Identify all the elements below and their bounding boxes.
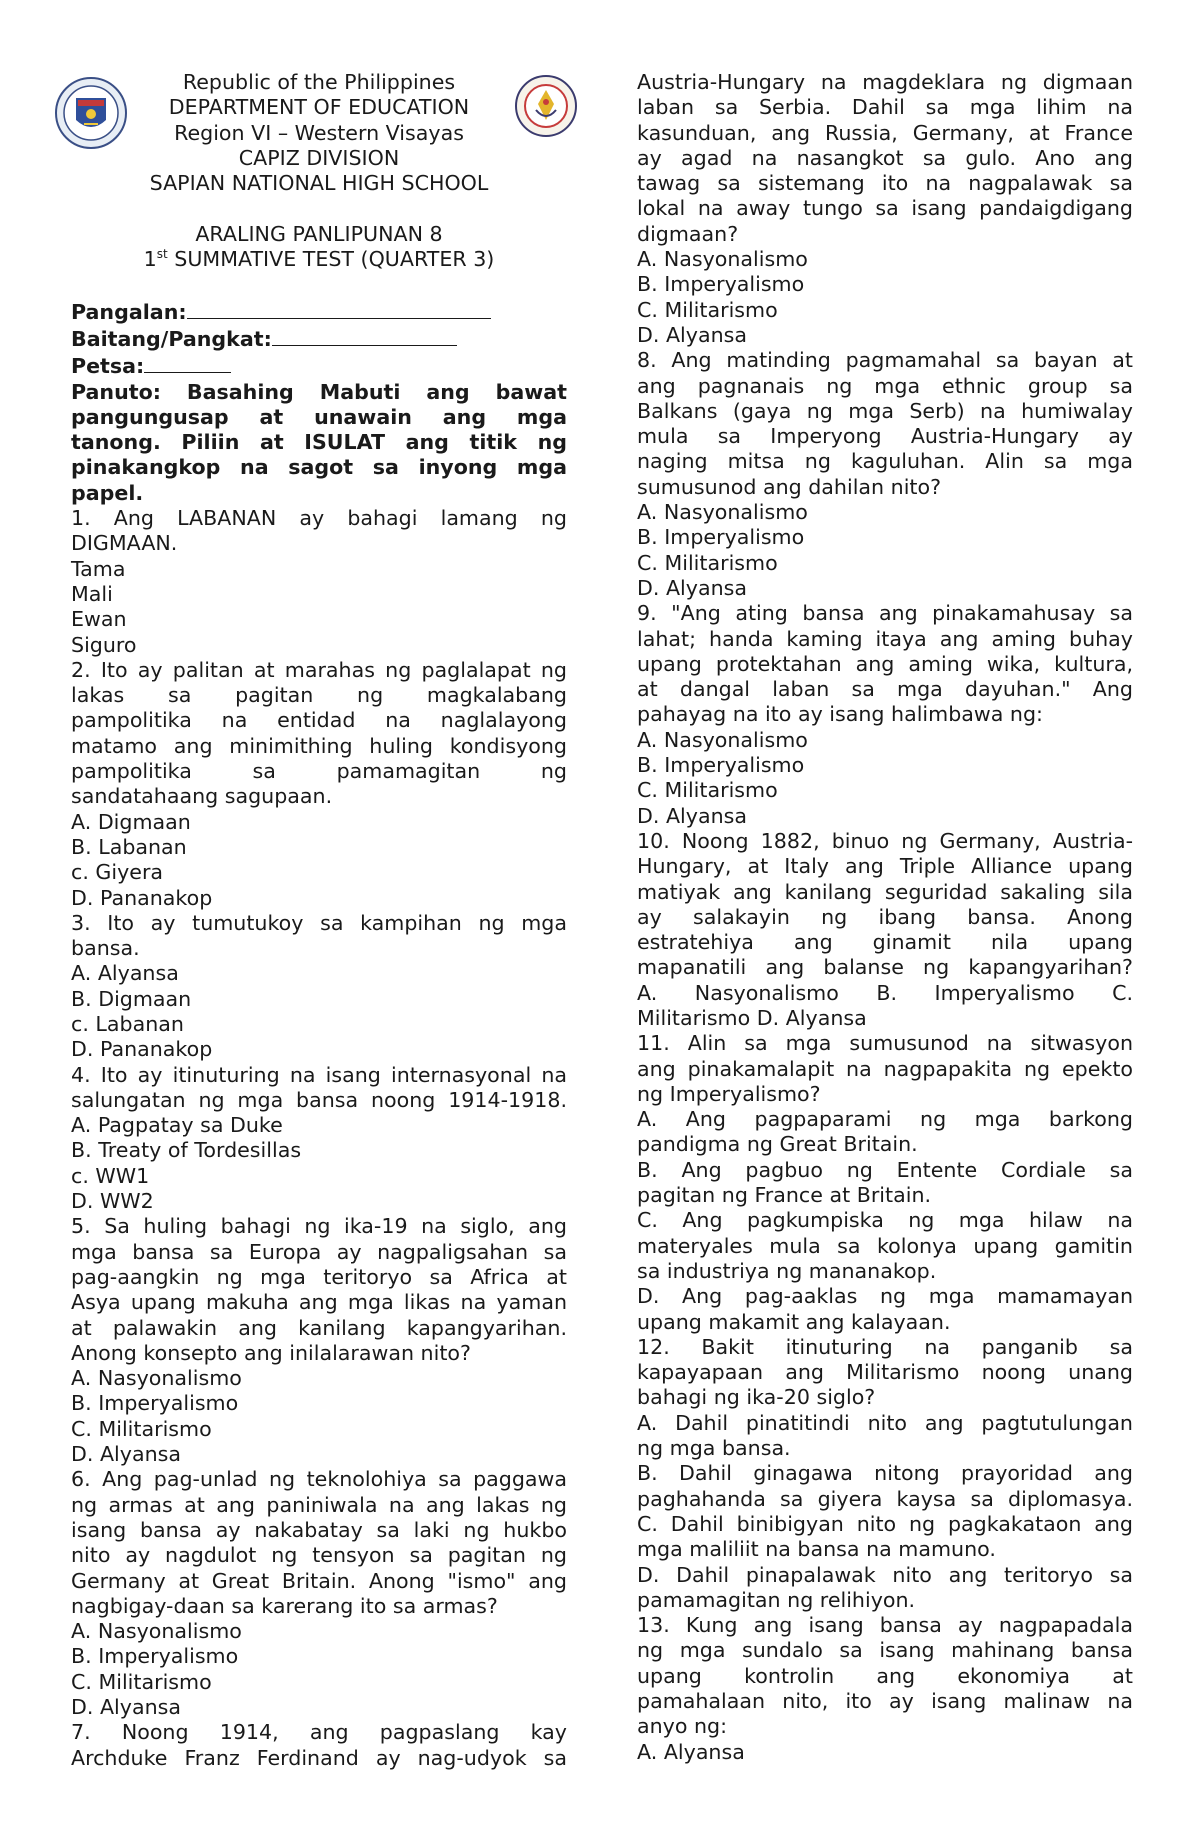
question-line: 8. Ang matinding pagmamahal sa bayan at [637,348,1133,373]
question-line: 7. Noong 1914, ang pagpaslang kay [71,1720,567,1745]
question-line: D. Alyansa [637,575,747,600]
question-line: sumusunod ang dahilan nito? [637,474,942,499]
right-question-list [637,70,1133,1765]
question-line: A. Alyansa [71,961,179,986]
question-line: 2. Ito ay palitan at marahas ng paglalapat ng [71,657,567,682]
question-line: at dangal laban sa mga dayuhan." Ang [637,677,1133,702]
question-line: D. Pananakop [71,885,213,910]
question-line: A. Nasyonalismo [71,1366,242,1391]
question-line: B. Ang pagbuo ng Entente Cordiale sa [637,1157,1133,1182]
question-line: D. Alyansa [637,803,747,828]
question-line: c. Giyera [71,860,164,885]
question-line: D. Alyansa [71,1442,181,1467]
date-field [71,352,567,379]
question-line: salungatan ng mga bansa noong 1914-1918. [71,1087,567,1112]
question-line: matamo ang minimithing huling kondisyong [71,733,567,758]
question-line: Hungary, at Italy ang Triple Alliance upang [637,854,1133,879]
question-line: A. Nasyonalismo B. Imperyalismo C. [637,980,1133,1005]
instructions [71,380,567,506]
question-line: pag-aangkin ng mga teritoryo sa Africa at [71,1264,567,1289]
question-line: 10. Noong 1882, binuo ng Germany, Austria- [637,828,1133,853]
question-line: A. Nasyonalismo [637,247,808,272]
question-line: digmaan? [637,221,739,246]
question-line: anyo ng: [637,1714,728,1739]
question-line: C. Militarismo [637,550,778,575]
question-line: kapayapaan ang Militarismo noong unang [637,1360,1133,1385]
question-line: 11. Alin sa mga sumusunod na sitwasyon [637,1031,1133,1056]
date-blank[interactable] [144,352,231,373]
question-line: bahagi ng ika-20 siglo? [637,1385,876,1410]
question-line: laban sa Serbia. Dahil sa mga lihim na [637,95,1133,120]
question-line: C. Ang pagkumpiska ng mga hilaw na [637,1208,1133,1233]
question-line: ng armas at ang paniniwala na ang lakas ng [71,1492,567,1517]
question-line: ang pagnanais ng mga ethnic group sa [637,373,1133,398]
question-line: pampolitika na entidad na naglalayong [71,708,567,733]
question-line: tawag sa sistemang ito na nagpalawak sa [637,171,1133,196]
instruction-line: tanong. Piliin at ISULAT ang titik ng [71,430,567,455]
question-line: 1. Ang LABANAN ay bahagi lamang ng [71,506,567,531]
header-school: SAPIAN NATIONAL HIGH SCHOOL [149,171,489,196]
question-line: lahat; handa kaming itaya ang aming buhay [637,626,1133,651]
question-line: DIGMAAN. [71,531,178,556]
question-line: D. Dahil pinapalawak nito ang teritoryo sa [637,1562,1133,1587]
question-line: B. Labanan [71,834,187,859]
question-line: lakas sa pagitan ng magkalabang [71,683,567,708]
question-line: C. Militarismo [71,1416,212,1441]
header [71,70,567,298]
question-line: pahayag na ito ay isang halimbawa ng: [637,702,1043,727]
grade-blank[interactable] [272,325,457,346]
question-line: ng Imperyalismo? [637,1081,821,1106]
question-line: ay agad na nasangkot sa gulo. Ano ang [637,145,1133,170]
question-line: 5. Sa huling bahagi ng ika-19 na siglo, ang [71,1214,567,1239]
grade-label: Baitang/Pangkat: [71,326,272,351]
question-line: pamamagitan ng relihiyon. [637,1587,916,1612]
question-line: 9. "Ang ating bansa ang pinakamahusay sa [637,601,1133,626]
question-line: Archduke Franz Ferdinand ay nag-udyok sa [71,1745,567,1770]
question-line: upang makamit ang kalayaan. [637,1309,951,1334]
date-label: Petsa: [71,354,145,379]
question-line: Mali [71,581,113,606]
question-line: nagbigay-daan sa karerang ito sa armas? [71,1593,498,1618]
question-line: at palawakin ang kanilang kapangyarihan. [71,1315,567,1340]
question-line: materyales mula sa kolonya upang gamitin [637,1233,1133,1258]
question-line: D. Ang pag-aaklas ng mga mamamayan [637,1284,1133,1309]
question-line: 4. Ito ay itinuturing na isang internasyonal na [71,1062,567,1087]
question-line: A. Pagpatay sa Duke [71,1113,283,1138]
question-line: D. Alyansa [637,322,747,347]
test-title-text: SUMMATIVE TEST (QUARTER 3) [167,247,495,272]
subject-title: ARALING PANLIPUNAN 8 [195,221,443,246]
question-line: B. Digmaan [71,986,192,1011]
question-line: D. WW2 [71,1189,154,1214]
question-line: ng mga bansa. [637,1436,791,1461]
question-line: 13. Kung ang isang bansa ay nagpapadala [637,1613,1133,1638]
question-line: pandigma ng Great Britain. [637,1132,918,1157]
name-field [71,298,567,325]
question-line: Asya upang makuha ang mga likas na yaman [71,1290,567,1315]
question-line: mapanatili ang balanse ng kapangyarihan? [637,955,1133,980]
question-line: C. Militarismo [71,1669,212,1694]
question-line: naging mitsa ng kaguluhan. Alin sa mga [637,449,1133,474]
name-label: Pangalan: [71,299,187,324]
question-line: matiyak ang kanilang seguridad sakaling sila [637,879,1133,904]
question-line: 3. Ito ay tumutukoy sa kampihan ng mga [71,910,567,935]
question-line: bansa. [71,936,140,961]
test-number: 1 [143,247,157,272]
question-line: C. Dahil binibigyan nito ng pagkakataon ang [637,1511,1133,1536]
question-line: Germany at Great Britain. Anong "ismo" ang [71,1568,567,1593]
question-line: estratehiya ang ginamit nila upang [637,930,1133,955]
question-line: pampolitika sa pamamagitan ng [71,759,567,784]
question-line: B. Imperyalismo [71,1644,239,1669]
question-line: mga maliliit na bansa na mamuno. [637,1537,996,1562]
question-line: A. Dahil pinatitindi nito ang pagtutulungan [637,1410,1133,1435]
question-line: 6. Ang pag-unlad ng teknolohiya sa paggawa [71,1467,567,1492]
right-column [637,70,1133,1765]
question-line: A. Nasyonalismo [637,727,808,752]
instruction-line: pangungusap at unawain ang mga [71,404,567,429]
test-number-suffix: st [156,247,168,262]
question-line: pamahalaan nito, ito ay isang malinaw na [637,1689,1133,1713]
question-line: upang kontrolin ang ekonomiya at [637,1663,1133,1688]
question-line: A. Nasyonalismo [637,500,808,525]
question-line: B. Dahil ginagawa nitong prayoridad ang [637,1461,1133,1486]
question-line: B. Imperyalismo [637,525,805,550]
question-line: Tama [71,556,126,581]
instruction-line: papel. [71,480,144,505]
question-line: paghahanda sa giyera kaysa sa diplomasya. [637,1486,1133,1511]
question-line: upang protektahan ang aming wika, kultura, [637,651,1133,676]
question-line: sa industriya ng mananakop. [637,1258,937,1283]
question-line: c. WW1 [71,1163,150,1188]
instruction-line: pinakangkop na sagot sa inyong mga [71,455,567,480]
left-question-list [71,506,567,1771]
question-line: D. Alyansa [71,1695,181,1719]
question-line: Anong konsepto ang inilalarawan nito? [71,1340,471,1365]
question-line: 12. Bakit itinuturing na panganib sa [637,1334,1133,1359]
question-line: ng mga sundalo sa isang mahinang bansa [637,1638,1133,1663]
question-line: mula sa Imperyong Austria-Hungary ay [637,424,1133,449]
test-title [71,247,567,272]
question-line: Austria-Hungary na magdeklara ng digmaan [637,70,1133,94]
question-line: C. Militarismo [637,297,778,322]
question-line: mga bansa sa Europa ay nagpaligsahan sa [71,1239,567,1264]
question-line: B. Imperyalismo [71,1391,239,1416]
name-blank[interactable] [187,298,491,319]
grade-field [71,325,567,352]
question-line: kasunduan, ang Russia, Germany, at France [637,120,1133,145]
question-line: A. Alyansa [637,1739,745,1764]
question-line: Ewan [71,607,127,632]
question-line: Balkans (gaya ng mga Serb) na humiwalay [637,398,1133,423]
question-line: Militarismo D. Alyansa [637,1005,867,1030]
question-line: B. Treaty of Tordesillas [71,1138,302,1163]
question-line: A. Ang pagpaparami ng mga barkong [637,1107,1133,1132]
question-line: lokal na away tungo sa isang pandaigdigang [637,196,1133,221]
question-line: B. Imperyalismo [637,272,805,297]
question-line: sandatahaang sagupaan. [71,784,333,809]
instruction-line: Panuto: Basahing Mabuti ang bawat [71,379,567,404]
question-line: B. Imperyalismo [637,753,805,778]
left-column [71,70,567,1771]
question-line: ang pinakamalapit na nagpapakita ng epekto [637,1056,1133,1081]
question-line: ay salakayin ng ibang bansa. Anong [637,904,1133,929]
question-line: isang bansa ay nakabatay sa laki ng hukbo [71,1517,567,1542]
question-line: pagitan ng France at Britain. [637,1183,932,1208]
question-line: nito ay nagdulot ng tensyon sa pagitan ng [71,1543,567,1568]
question-line: c. Labanan [71,1011,184,1036]
header-region: Region VI – Western Visayas [174,120,464,145]
question-line: A. Digmaan [71,809,191,834]
question-line: C. Militarismo [637,778,778,803]
header-republic: Republic of the Philippines [182,70,456,94]
header-department: DEPARTMENT OF EDUCATION [168,95,470,120]
question-line: D. Pananakop [71,1037,213,1062]
header-division: CAPIZ DIVISION [238,145,400,170]
question-line: A. Nasyonalismo [71,1619,242,1644]
question-line: Siguro [71,632,137,657]
